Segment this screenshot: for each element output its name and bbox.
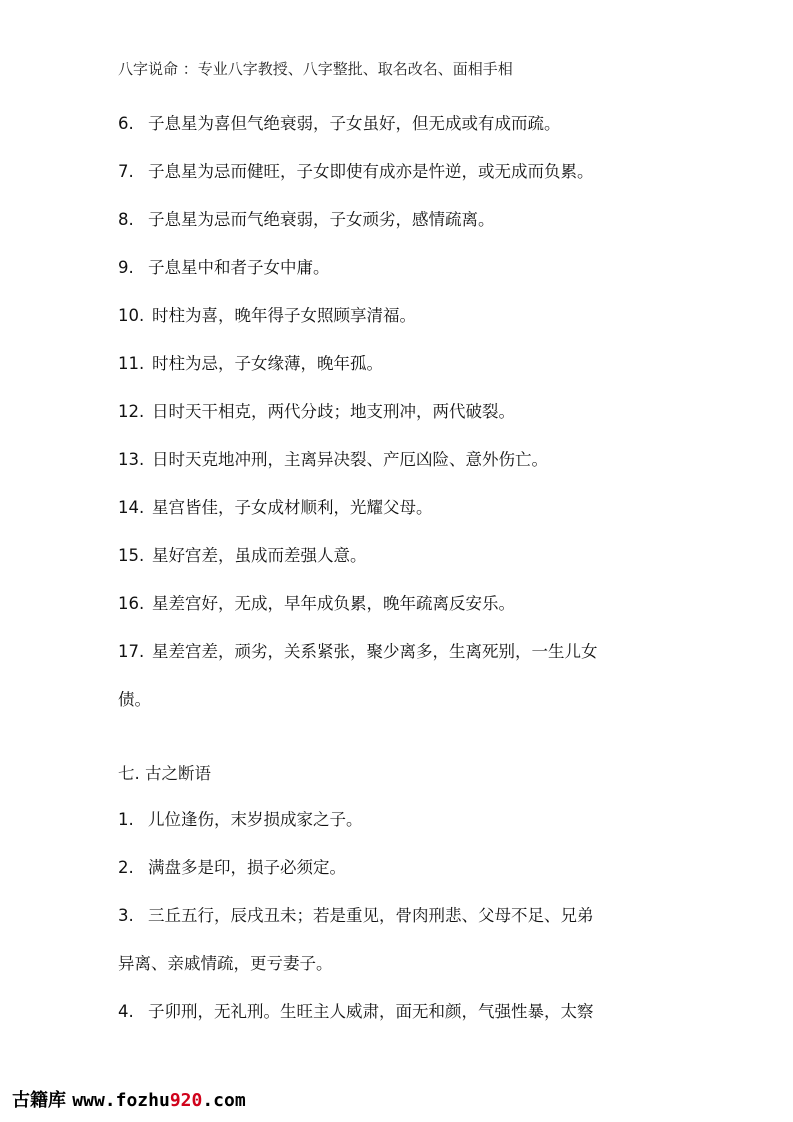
list-item: 2. 满盘多是印，损子必须定。	[118, 858, 346, 877]
list-item: 3. 三丘五行，辰戌丑未；若是重见，骨肉刑悲、父母不足、兄弟	[118, 906, 594, 925]
list-item-continuation: 债。	[118, 690, 151, 709]
list-item-continuation: 异离、亲戚情疏，更亏妻子。	[118, 954, 333, 973]
list-item: 9. 子息星中和者子女中庸。	[118, 258, 330, 277]
section-title: 七. 古之断语	[118, 764, 211, 783]
list-item: 4. 子卯刑，无礼刑。生旺主人威肃，面无和颜，气强性暴，太察	[118, 1002, 594, 1021]
list-item: 10. 时柱为喜，晚年得子女照顾享清福。	[118, 306, 416, 325]
list-item: 17. 星差宫差，顽劣，关系紧张，聚少离多，生离死别，一生儿女	[118, 642, 598, 661]
list-item: 12. 日时天干相克，两代分歧；地支刑冲，两代破裂。	[118, 402, 515, 421]
list-item: 7. 子息星为忌而健旺，子女即使有成亦是忤逆，或无成而负累。	[118, 162, 594, 181]
footer-watermark	[12, 1086, 246, 1112]
page-header: 八字说命 ：专业八字教授、八字整批、取名改名、面相手相	[118, 60, 513, 78]
list-item: 6. 子息星为喜但气绝衰弱，子女虽好，但无成或有成而疏。	[118, 114, 561, 133]
list-item: 1. 儿位逢伤，末岁损成家之子。	[118, 810, 363, 829]
footer-brand: 古籍库	[12, 1090, 66, 1111]
list-item: 8. 子息星为忌而气绝衰弱，子女顽劣，感情疏离。	[118, 210, 495, 229]
list-item: 14. 星宫皆佳，子女成材顺利，光耀父母。	[118, 498, 433, 517]
list-item: 11. 时柱为忌，子女缘薄，晚年孤。	[118, 354, 383, 373]
list-item: 13. 日时天克地冲刑，主离异决裂、产厄凶险、意外伤亡。	[118, 450, 548, 469]
list-item: 15. 星好宫差，虽成而差强人意。	[118, 546, 367, 565]
list-item: 16. 星差宫好，无成，早年成负累，晚年疏离反安乐。	[118, 594, 515, 613]
footer-site: www.fozhu920.com	[72, 1090, 246, 1111]
